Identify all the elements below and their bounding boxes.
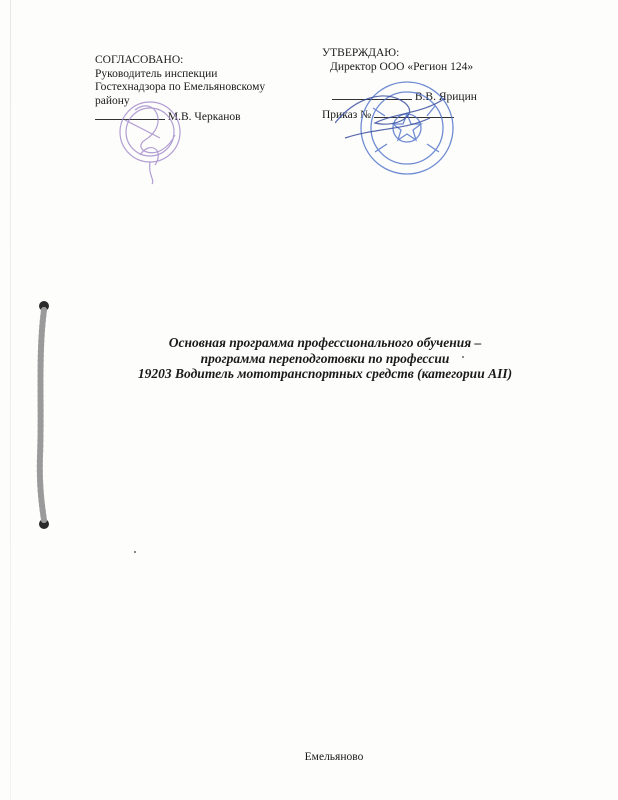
approved-heading: УТВЕРЖДАЮ: — [322, 47, 400, 59]
program-title-line2: программа переподготовки по профессии — [200, 350, 450, 366]
program-title — [80, 335, 570, 382]
signature-line-right — [332, 88, 412, 100]
order-label: Приказ № — [322, 108, 372, 121]
binding-cord — [30, 296, 60, 536]
scan-speck — [134, 551, 136, 553]
approved-signer-name: В.В. Ярицин — [414, 91, 477, 103]
approval-block-left — [95, 54, 300, 125]
agreed-position-line3: району — [95, 94, 130, 107]
program-title-line3: 19203 Водитель мототранспортных средств (категории AII) — [137, 366, 513, 381]
signature-line-left — [95, 108, 165, 120]
agreed-heading: СОГЛАСОВАНО: — [95, 54, 184, 66]
approved-position: Директор ООО «Регион 124» — [330, 60, 474, 73]
approval-block-right — [322, 47, 522, 122]
page-fold-line — [10, 0, 11, 800]
footer-city: Емельяново — [304, 751, 364, 763]
order-row — [322, 106, 522, 123]
order-line — [374, 106, 454, 118]
agreed-signer-name: М.В. Черканов — [167, 111, 241, 123]
agreed-position-line2: Гостехнадзора по Емельяновскому — [95, 81, 266, 93]
approved-signature-row — [322, 88, 522, 105]
scan-speck — [462, 356, 464, 358]
program-title-line1: Основная программа профессионального обучения – — [168, 335, 482, 350]
agreed-signature-row — [95, 108, 300, 125]
agreed-position-line1: Руководитель инспекции — [95, 67, 218, 80]
